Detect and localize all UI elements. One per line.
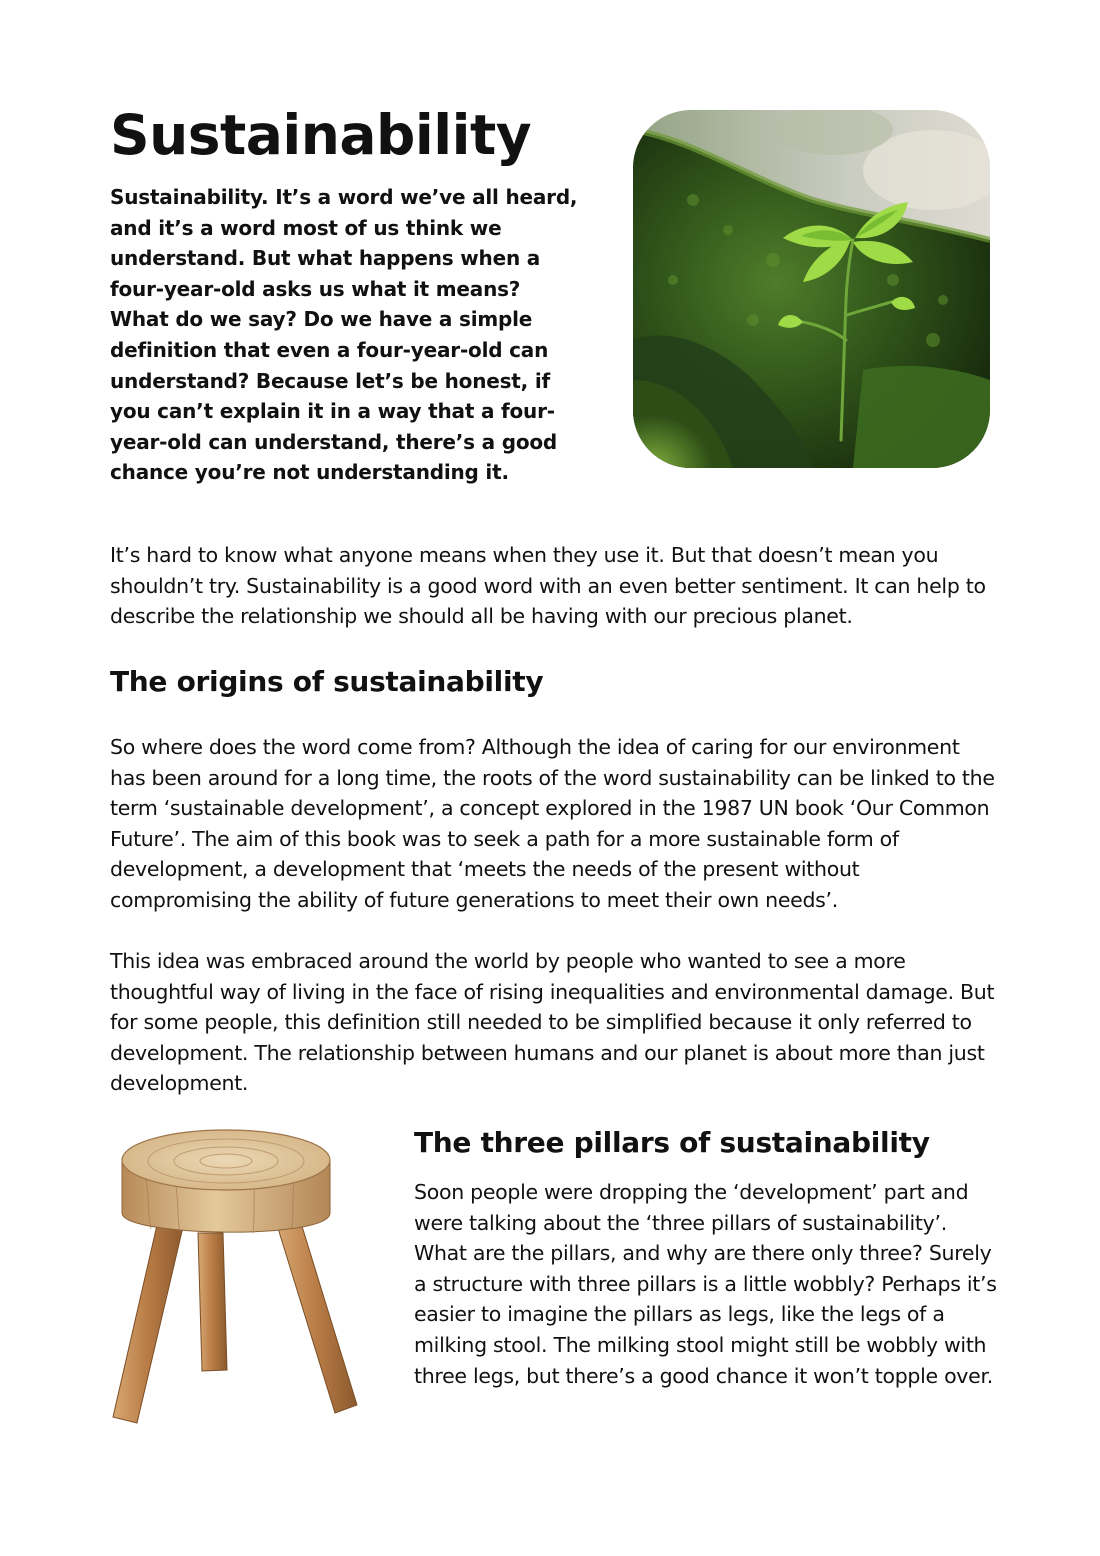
intro-paragraph: Sustainability. It’s a word we’ve all heard, and it’s a word most of us think we understand. But what happens when a four-year-old asks us what it means? What do we say? Do we have a simple definition that even a four-year-old can understand? Because let’s be honest, if you can’t explain it in a way that a four-year-old can understand, there’s a good chance you’re not understanding it. (110, 185, 578, 485)
body-paragraph: This idea was embraced around the world by people who wanted to see a more thoughtful way of living in the face of rising inequalities and environmental damage. But for some people, this definition still needed to be simplified because it only referred to development. The relationship between humans and our planet is about more than just development. (110, 949, 995, 1096)
wooden-stool-image (105, 1125, 365, 1435)
body-paragraph: So where does the word come from? Although the idea of caring for our environment has been around for a long time, the roots of the word sustainability can be linked to the term ‘sustainable development’, a concept explored in the 1987 UN book ‘Our Common Future’. The aim of this book was to seek a path for a more sustainable form of development, a development that ‘meets the needs of the present without compromising the ability of future generations to meet their own needs’. (110, 735, 995, 912)
page-title: Sustainability (110, 103, 532, 167)
body-paragraph: Soon people were dropping the ‘development’ part and were talking about the ‘three pillars of sustainability’. What are the pillars, and why are there only three? Surely a structure with three pillars is a little wobbly? Perhaps it’s easier to imagine the pillars as legs, like the legs of a milking stool. The milking stool might still be wobbly with three legs, but there’s a good chance it won’t topple over. (414, 1180, 997, 1388)
body-paragraph: It’s hard to know what anyone means when they use it. But that doesn’t mean you shouldn’t try. Sustainability is a good word with an even better sentiment. It can help to describe the relationship we should all be having with our precious planet. (110, 543, 986, 629)
moss-sprout-photo (633, 110, 990, 468)
section-heading-origins: The origins of sustainability (110, 665, 544, 698)
section-heading-pillars: The three pillars of sustainability (414, 1126, 930, 1159)
